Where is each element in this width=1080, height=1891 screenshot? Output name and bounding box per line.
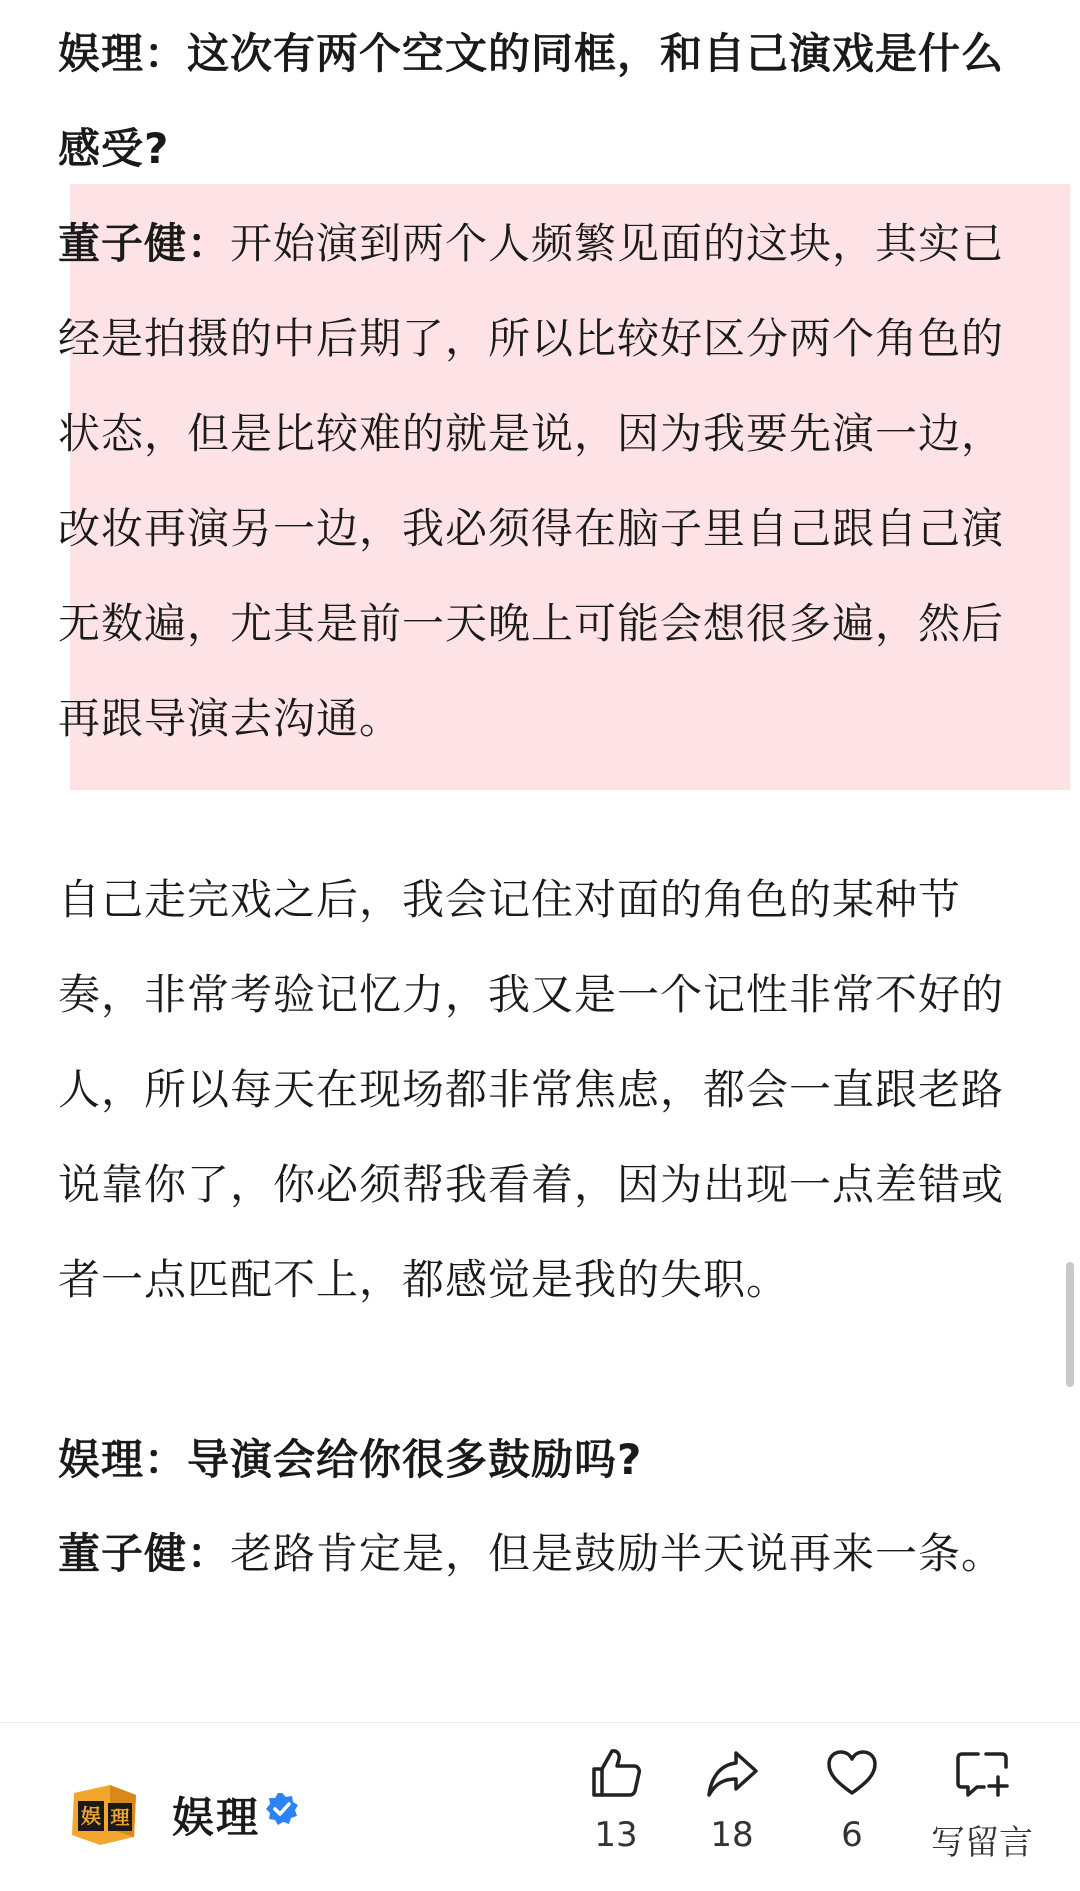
answer-paragraph-2	[58, 852, 1018, 1327]
write-comment-label: 写留言	[931, 1823, 1033, 1863]
write-comment-icon	[954, 1745, 1010, 1801]
question-paragraph-2	[58, 1412, 1018, 1507]
paragraph-text: 老路肯定是，但是鼓励半天说再来一条。	[230, 1529, 1005, 1578]
verified-badge-icon	[264, 1791, 300, 1827]
favorite-button[interactable]	[792, 1745, 912, 1885]
answer-paragraph-3	[58, 1506, 1018, 1601]
speaker-label: 董子健：	[58, 1529, 231, 1578]
share-count: 18	[710, 1815, 754, 1855]
speaker-label: 娱理：	[58, 29, 188, 78]
logo-text: 理	[110, 1807, 130, 1829]
paragraph-text: 开始演到两个人频繁见面的这块，其实已经是拍摄的中后期了，所以比较好区分两个角色的状态，但是比较难的就是说，因为我要先演一边，改妆再演另一边，我必须得在脑子里自己跟自己演无数遍，尤其是前一天晚上可能会想很多遍，然后再跟导演去沟通。	[58, 219, 1005, 743]
speaker-label: 娱理：	[58, 1435, 188, 1484]
logo-text: 娱	[81, 1804, 101, 1828]
share-button[interactable]	[672, 1745, 792, 1885]
author-logo-icon[interactable]	[70, 1779, 138, 1847]
share-arrow-icon	[704, 1745, 760, 1801]
bottom-action-bar	[0, 1722, 1080, 1891]
scrollbar-thumb[interactable]	[1066, 1262, 1074, 1387]
favorite-count: 6	[841, 1815, 863, 1855]
paragraph-text: 导演会给你很多鼓励吗?	[187, 1435, 643, 1484]
speaker-label: 董子健：	[58, 219, 231, 268]
paragraph-text: 自己走完戏之后，我会记住对面的角色的某种节奏，非常考验记忆力，我又是一个记性非常不好的人，所以每天在现场都非常焦虑，都会一直跟老路说靠你了，你必须帮我看着，因为出现一点差错或者一点匹配不上，都感觉是我的失职。	[58, 875, 1005, 1304]
answer-paragraph-1	[58, 196, 1018, 766]
question-paragraph-1	[58, 6, 1018, 196]
thumbs-up-icon	[588, 1745, 644, 1801]
like-count: 13	[594, 1815, 638, 1855]
author-name[interactable]: 娱理	[172, 1793, 261, 1842]
write-comment-button[interactable]	[912, 1745, 1052, 1885]
heart-icon	[824, 1745, 880, 1801]
paragraph-text: 这次有两个空文的同框，和自己演戏是什么感受?	[58, 29, 1005, 173]
like-button[interactable]	[556, 1745, 676, 1885]
